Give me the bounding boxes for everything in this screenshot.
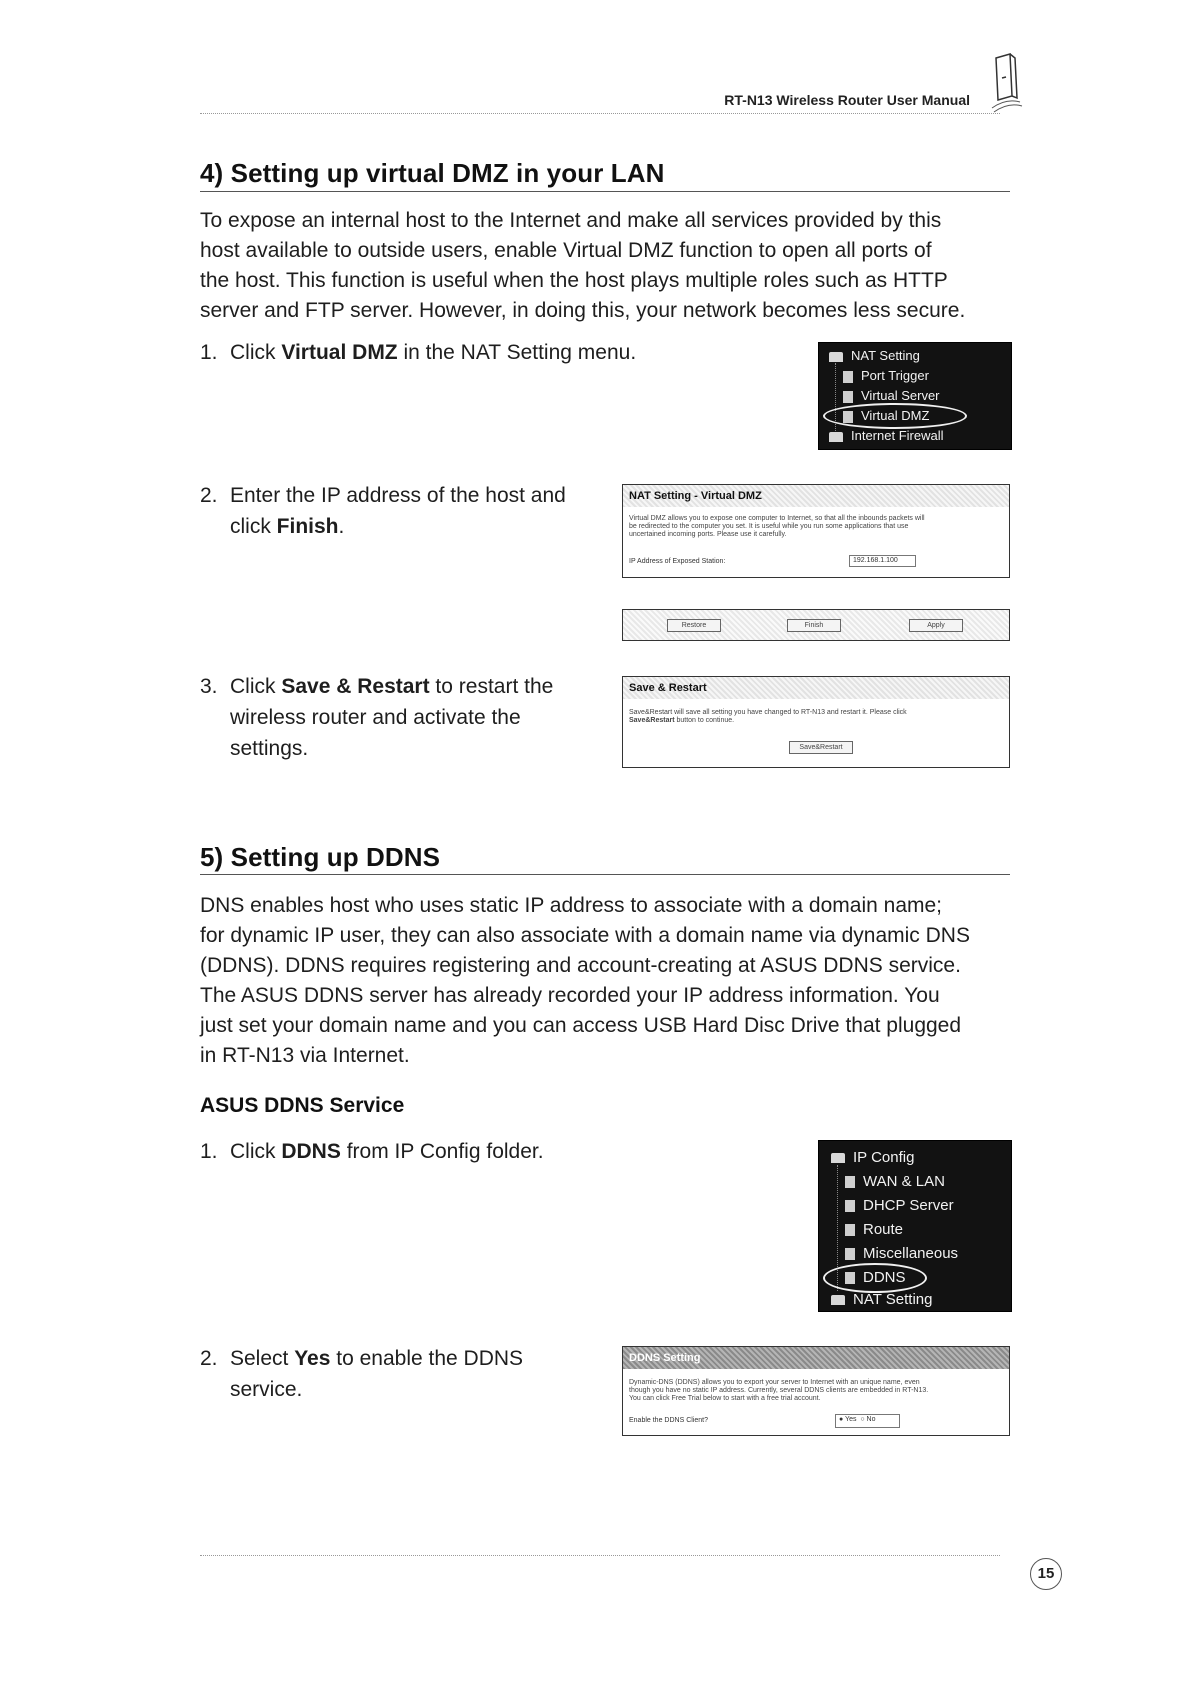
section4-rule — [200, 191, 1010, 192]
menu-item-dhcp-server[interactable] — [845, 1195, 954, 1217]
step-number: 2. — [200, 1347, 218, 1370]
intro-line: in RT-N13 via Internet. — [200, 1044, 410, 1067]
step-bold: Virtual DMZ — [281, 341, 398, 364]
description-line: Dynamic-DNS (DDNS) allows you to export your server to Internet with an unique name, even — [629, 1379, 920, 1386]
step-bold: Save & Restart — [281, 675, 430, 698]
menu-item-label: NAT Setting — [853, 1291, 933, 1308]
step-text: . — [338, 515, 345, 538]
section5-step-2 — [200, 1343, 523, 1405]
highlight-circle — [823, 403, 967, 429]
page-icon — [843, 391, 853, 403]
router-icon — [984, 52, 1024, 118]
nat-setting-menu — [818, 342, 1012, 450]
description-line: You can click Free Trial below to start with a free trial account. — [629, 1395, 821, 1402]
section5-step-1 — [200, 1136, 544, 1167]
menu-item-label: Virtual Server — [861, 388, 940, 403]
description-line: Virtual DMZ allows you to expose one computer to Internet, so that all the inbounds packets will — [629, 515, 925, 522]
intro-line: just set your domain name and you can access USB Hard Disc Drive that plugged — [200, 1014, 962, 1037]
finish-button[interactable]: Finish — [787, 619, 841, 632]
folder-icon — [831, 1153, 845, 1163]
page-icon — [845, 1248, 855, 1260]
intro-line: The ASUS DDNS server has already recorded your IP address information. You — [200, 984, 940, 1007]
intro-line: DNS enables host who uses static IP address to associate with a domain name; — [200, 894, 943, 917]
step-text: to restart the — [429, 675, 554, 698]
menu-item-label: WAN & LAN — [863, 1173, 945, 1190]
save-restart-button[interactable]: Save&Restart — [789, 741, 853, 754]
radio-yes-label: Yes — [845, 1416, 857, 1423]
virtual-dmz-panel — [622, 484, 1010, 578]
enable-ddns-label: Enable the DDNS Client? — [629, 1417, 708, 1424]
panel-description — [629, 709, 1005, 725]
step-bold: Yes — [294, 1347, 331, 1370]
menu-item-label: DHCP Server — [863, 1197, 954, 1214]
folder-icon — [829, 432, 843, 442]
dmz-button-bar — [622, 609, 1010, 641]
panel-title: NAT Setting - Virtual DMZ — [623, 485, 1009, 507]
section4-step-3 — [200, 671, 553, 764]
description-line: uncertained incoming ports. Please use it carefully. — [629, 531, 787, 538]
description-line: though you have no static IP address. Currently, several DDNS clients are embedded in RT-N13. — [629, 1387, 929, 1394]
description-line: Save&Restart will save all setting you have changed to RT-N13 and restart it. Please click — [629, 709, 907, 716]
description-line: be redirected to the computer you set. It is useful while you run some applications that use — [629, 523, 909, 530]
step-text: Select — [230, 1347, 295, 1370]
intro-line: host available to outside users, enable Virtual DMZ function to open all ports of — [200, 239, 932, 262]
page-icon — [843, 371, 853, 383]
menu-item-nat-setting[interactable] — [829, 347, 920, 365]
menu-item-wan-lan[interactable] — [845, 1171, 945, 1193]
step-number: 1. — [200, 1140, 218, 1163]
panel-description — [629, 1379, 1005, 1403]
menu-item-internet-firewall[interactable] — [829, 427, 943, 445]
step-text: from IP Config folder. — [340, 1140, 544, 1163]
exposed-station-ip-input[interactable]: 192.168.1.100 — [849, 555, 916, 567]
menu-item-ip-config[interactable] — [831, 1147, 914, 1169]
step-text: wireless router and activate the — [230, 706, 521, 729]
folder-icon — [831, 1295, 845, 1305]
menu-item-label: Port Trigger — [861, 368, 929, 383]
step-text: to enable the DDNS — [330, 1347, 524, 1370]
step-number: 2. — [200, 484, 218, 507]
running-header: RT-N13 Wireless Router User Manual — [724, 92, 970, 108]
menu-item-label: DDNS — [863, 1269, 906, 1286]
save-restart-panel — [622, 676, 1010, 768]
header-rule — [200, 113, 1000, 114]
description-line — [629, 717, 1005, 725]
step-text: Click — [230, 675, 282, 698]
section5-rule — [200, 874, 1010, 875]
radio-no[interactable]: ○ No — [860, 1416, 876, 1423]
menu-item-label: IP Config — [853, 1149, 915, 1166]
radio-no-label: No — [866, 1416, 876, 1423]
intro-line: the host. This function is useful when the host plays multiple roles such as HTTP — [200, 269, 948, 292]
section5-title: 5) Setting up DDNS — [200, 842, 441, 872]
menu-item-nat-setting[interactable] — [831, 1289, 932, 1311]
description-text: button to continue. — [674, 717, 735, 724]
menu-item-label: Virtual DMZ — [861, 408, 930, 423]
intro-line: To expose an internal host to the Internet and make all services provided by this — [200, 209, 942, 232]
section4-intro — [200, 206, 1020, 326]
page-icon — [845, 1200, 855, 1212]
intro-line: (DDNS). DDNS requires registering and account-creating at ASUS DDNS service. — [200, 954, 961, 977]
step-text: click — [230, 515, 277, 538]
intro-line: for dynamic IP user, they can also associate with a domain name via dynamic DNS — [200, 924, 970, 947]
section4-step-2 — [200, 480, 566, 542]
asus-ddns-subhead: ASUS DDNS Service — [200, 1094, 405, 1117]
menu-item-label: Internet Firewall — [851, 428, 944, 443]
panel-title: Save & Restart — [623, 677, 1009, 699]
footer-rule — [200, 1555, 1000, 1556]
step-text: Click — [230, 341, 282, 364]
step-text: settings. — [230, 737, 309, 760]
ip-config-menu — [818, 1140, 1012, 1312]
menu-item-label: NAT Setting — [851, 348, 920, 363]
radio-yes[interactable]: ● Yes — [839, 1416, 857, 1423]
menu-item-label: Miscellaneous — [863, 1245, 959, 1262]
step-bold: DDNS — [281, 1140, 341, 1163]
panel-title: DDNS Setting — [623, 1347, 1009, 1369]
apply-button[interactable]: Apply — [909, 619, 963, 632]
panel-description — [629, 515, 1005, 539]
step-text: Click — [230, 1140, 282, 1163]
step-text: service. — [230, 1378, 303, 1401]
section4-title: 4) Setting up virtual DMZ in your LAN — [200, 158, 665, 188]
page-icon — [845, 1224, 855, 1236]
menu-item-port-trigger[interactable] — [843, 367, 929, 385]
step-bold: Finish — [276, 515, 339, 538]
step-number: 1. — [200, 341, 218, 364]
folder-icon — [829, 352, 843, 362]
description-bold: Save&Restart — [629, 717, 675, 724]
ip-address-label: IP Address of Exposed Station: — [629, 558, 726, 565]
section5-intro — [200, 891, 1020, 1071]
enable-ddns-radio-group — [835, 1414, 900, 1428]
restore-button[interactable]: Restore — [667, 619, 721, 632]
page-number: 15 — [1030, 1558, 1062, 1590]
ddns-setting-panel — [622, 1346, 1010, 1436]
page-icon — [845, 1176, 855, 1188]
step-text: in the NAT Setting menu. — [397, 341, 637, 364]
menu-item-route[interactable] — [845, 1219, 903, 1241]
section4-step-1 — [200, 337, 636, 368]
menu-item-label: Route — [863, 1221, 904, 1238]
menu-item-miscellaneous[interactable] — [845, 1243, 958, 1265]
intro-line: server and FTP server. However, in doing this, your network becomes less secure. — [200, 299, 966, 322]
step-text: Enter the IP address of the host and — [230, 484, 566, 507]
step-number: 3. — [200, 675, 218, 698]
